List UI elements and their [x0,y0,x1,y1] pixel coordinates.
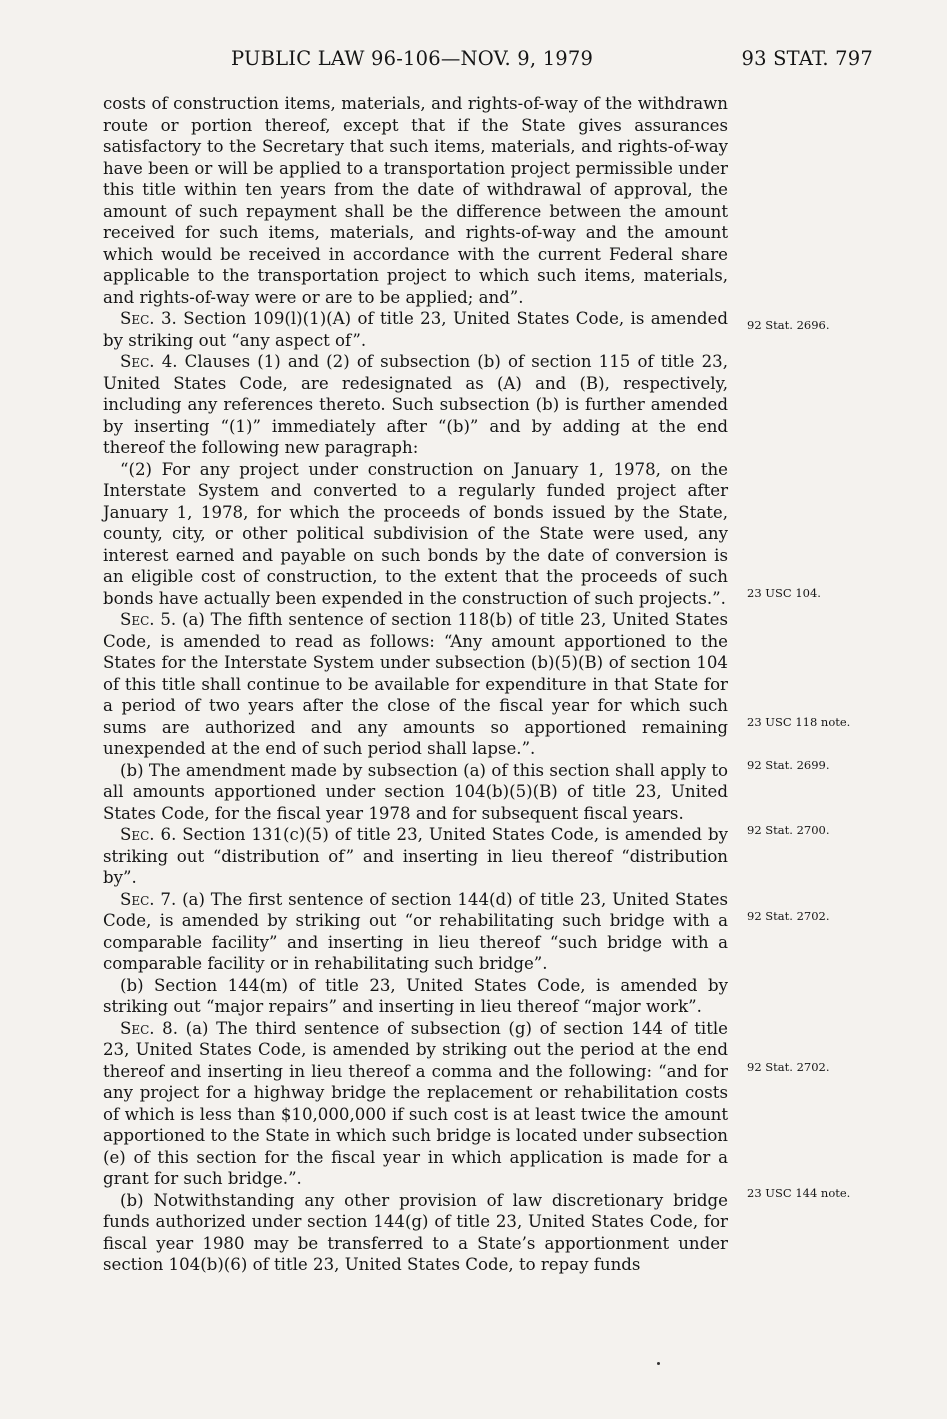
subsection-8b: (b) Notwithstanding any other provision of law discretionary bridge funds authorized under section 144(g) of title 23, United States Code, for fiscal year 1980 may be transferred to a State’s apportionment under section 104(b)(6) of title 23, United States Code, to repay funds [103,1190,728,1274]
section-label: Sec. 6. [120,825,177,844]
section-label: Sec. 5. [120,610,177,629]
margin-note: 92 Stat. 2696. [747,318,830,332]
section-label: Sec. 7. [120,889,177,909]
stat-page-number: 93 STAT. 797 [741,47,873,70]
section-7 [103,889,728,975]
subsection-7b: (b) Section 144(m) of title 23, United States Code, is amended by striking out “major repairs” and inserting in lieu thereof “major work”. [103,975,728,1016]
paragraph-continuation: costs of construction items, materials, and rights-of-way of the withdrawn route or portion thereof, except that if the State gives assurances satisfactory to the Secretary that such items, materials, and rights-of-way have been or will be applied to a transportation project permissible under this title within ten years from the date of withdrawal of approval, the amount of such repayment shall be the difference between the amount received for such items, materials, and rights-of-way and the amount which would be received in accordance with the current Federal share applicable to the transportation project to which such items, materials, and rights-of-way were or are to be applied; and”. [103,94,728,307]
statute-text [103,93,728,1276]
margin-note: 23 USC 144 note. [747,1186,851,1200]
section-label: Sec. 3. [120,309,177,328]
law-title: PUBLIC LAW 96-106—NOV. 9, 1979 [231,47,594,70]
margin-notes [747,0,937,1419]
section-label: Sec. 8. [120,1018,179,1038]
section-text: (a) The fifth sentence of section 118(b) of title 23, United States Code, is amended to read as follows: “Any amount apportioned to the States for the Interstate System under subsection (b)(5)(B) of section 104 of this title shall continue to be available for expenditure in that State for a period of two years after the close of the fiscal year for which such sums are authorized and any amounts so apportioned remaining unexpended at the end of such period shall lapse.”. [103,610,728,758]
quoted-paragraph: “(2) For any project under construction on January 1, 1978, on the Interstate System and converted to a regularly funded project after January 1, 1978, for which the proceeds of bonds issued by the State, county, city, or other political subdivision of the State were used, any interest earned and payable on such bonds by the date of conversion is an eligible cost of construction, to the extent that the proceeds of such bonds have actually been expended in the construction of such projects.”. [103,459,728,608]
margin-note: 23 USC 118 note. [747,715,851,729]
section-text: (a) The first sentence of section 144(d) of title 23, United States Code, is amended by striking out “or rehabilitating such bridge with a comparable facility” and inserting in lieu thereof “such bridge with a comparable facility or in rehabilitating such bridge”. [103,889,728,973]
section-3 [103,308,728,351]
section-label: Sec. 4. [120,352,178,371]
subsection-5b: (b) The amendment made by subsection (a) of this section shall apply to all amounts apportioned under section 104(b)(5)(B) of title 23, United States Code, for the fiscal year 1978 and for subsequent fiscal years. [103,760,728,823]
section-4 [103,351,728,459]
section-text: Section 131(c)(5) of title 23, United States Code, is amended by striking out “distribution of” and inserting in lieu thereof “distribution by”. [103,825,728,887]
section-8 [103,1018,728,1190]
section-5 [103,609,728,760]
margin-note: 92 Stat. 2702. [747,909,830,923]
margin-note: 92 Stat. 2700. [747,823,830,837]
margin-note: 92 Stat. 2702. [747,1060,830,1074]
section-6 [103,824,728,889]
ink-speck [657,1362,660,1365]
margin-note: 23 USC 104. [747,586,821,600]
section-text: Clauses (1) and (2) of subsection (b) of section 115 of title 23, United States Code, are redesignated as (A) and (B), respectively, including any references thereto. Such subsection (b) is further amended by inserting “(1)” immediately after “(b)” and by adding at the end thereof the following new paragraph: [103,352,728,457]
section-text: Section 109(l)(1)(A) of title 23, United States Code, is amended by striking out “any aspect of”. [103,309,728,350]
margin-note: 92 Stat. 2699. [747,758,830,772]
section-text: (a) The third sentence of subsection (g) of section 144 of title 23, United States Code, is amended by striking out the period at the end thereof and inserting in lieu thereof a comma and the following: “and for any project for a highway bridge the replacement or rehabilitation costs of which is less than $10,000,000 if such cost is at least twice the amount apportioned to the State in which such bridge is located under subsection (e) of this section for the fiscal year in which application is made for a grant for such bridge.”. [103,1018,728,1188]
